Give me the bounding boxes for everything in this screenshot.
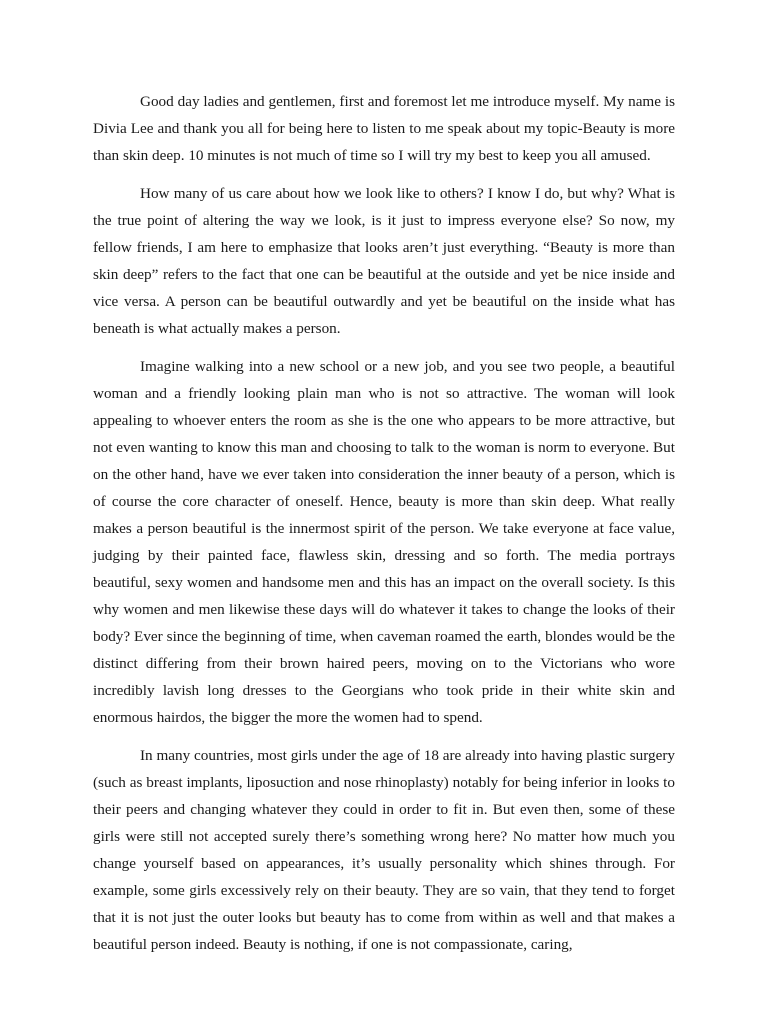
speech-text xyxy=(93,88,675,969)
paragraph-inner-beauty: Imagine walking into a new school or a new job, and you see two people, a beautiful woman and a friendly looking plain man who is not so attractive. The woman will look appealing to whoever enters the room as she is the one who appears to be more attractive, but not even wanting to know this man and choosing to talk to the woman is norm to everyone. But on the other hand, have we ever taken into consideration the inner beauty of a person, which is of course the core character of oneself. Hence, beauty is more than skin deep. What really makes a person beautiful is the innermost spirit of the person. We take everyone at face value, judging by their painted face, flawless skin, dressing and so forth. The media portrays beautiful, sexy women and handsome men and this has an impact on the overall society. Is this why women and men likewise these days will do whatever it takes to change the looks of their body? Ever since the beginning of time, when caveman roamed the earth, blondes would be the distinct differing from their brown haired peers, moving on to the Victorians who wore incredibly lavish long dresses to the Georgians who took pride in their white skin and enormous hairdos, the bigger the more the women had to spend. xyxy=(93,358,675,726)
paragraph-appearance: How many of us care about how we look like to others? I know I do, but why? What is the true point of altering the way we look, is it just to impress everyone else? So now, my fellow friends, I am here to emphasize that looks aren’t just everything. “Beauty is more than skin deep” refers to the fact that one can be beautiful at the outside and yet be nice inside and vice versa. A person can be beautiful outwardly and yet be beautiful on the inside what has beneath is what actually makes a person. xyxy=(93,185,675,337)
paragraph-plastic-surgery: In many countries, most girls under the age of 18 are already into having plastic surgery (such as breast implants, liposuction and nose rhinoplasty) notably for being inferior in looks to their peers and changing whatever they could in order to fit in. But even then, some of these girls were still not accepted surely there’s something wrong here? No matter how much you change yourself based on appearances, it’s usually personality which shines through. For example, some girls excessively rely on their beauty. They are so vain, that they tend to forget that it is not just the outer looks but beauty has to come from within as well and that makes a beautiful person indeed. Beauty is nothing, if one is not compassionate, caring, xyxy=(93,747,675,953)
paragraph-introduction: Good day ladies and gentlemen, first and foremost let me introduce myself. My name is Divia Lee and thank you all for being here to listen to me speak about my topic-Beauty is more than skin deep. 10 minutes is not much of time so I will try my best to keep you all amused. xyxy=(93,93,675,164)
